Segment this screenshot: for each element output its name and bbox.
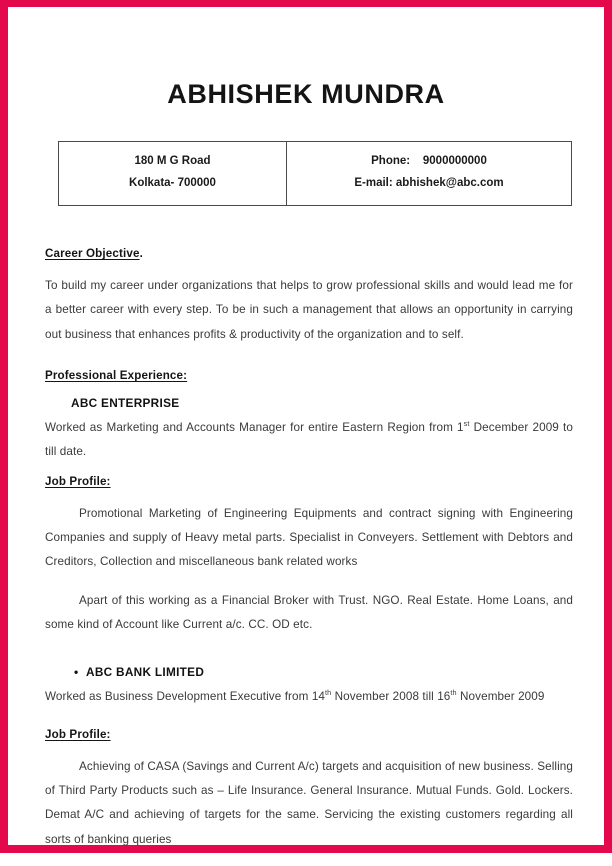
duration-prefix: Worked as Marketing and Accounts Manager for entire Eastern Region from 1 [45, 420, 464, 434]
company-name-abc-bank-limited: ABC BANK LIMITED [86, 665, 205, 680]
bullet-icon: • [74, 665, 79, 680]
table-row [59, 142, 572, 206]
duration-suffix: December 2009 to till date. [45, 420, 573, 459]
job-duration-abc-bank-limited [45, 685, 573, 709]
job-profile-paragraph-1b: Apart of this working as a Financial Broker with Trust. NGO. Real Estate. Home Loans, and some kind of Account like Current a/c. CC. OD etc. [45, 593, 573, 631]
contact-phone-email-cell [287, 142, 572, 206]
duration-suffix: November 2009 [456, 690, 545, 704]
ordinal-suffix-start: th [325, 688, 332, 698]
address-line-2: Kolkata- 700000 [129, 177, 216, 190]
address-line-1: 180 M G Road [134, 155, 211, 167]
phone-line: Phone: 9000000000 [371, 155, 487, 167]
company-name-abc-enterprise: ABC ENTERPRISE [71, 395, 180, 410]
career-objective-heading-tail: . [139, 247, 143, 260]
career-objective-heading-text: Career Objective [45, 247, 140, 260]
page-title: ABHISHEK MUNDRA [167, 79, 445, 109]
job-profile-paragraph-2a: Achieving of CASA (Savings and Current A/c) targets and acquisition of new business. Selling of Third Party Products such as – Life Insurance. General Insurance. Mutual Funds. Gold. Lockers. Demat A/C and achieving of targets for the same. Servicing the existing customers regarding all sorts of banking queries [45, 759, 573, 846]
email-line: E-mail: abhishek@abc.com [354, 177, 504, 190]
job-profile-heading-2 [45, 728, 573, 741]
job-profile-paragraph-1a: Promotional Marketing of Engineering Equipments and contract signing with Engineering Companies and supply of Heavy metal parts. Specialist in Conveyers. Settlement with Debtors and Creditors, Collection and miscellaneous bank related works [45, 506, 573, 569]
career-objective-paragraph: To build my career under organizations that helps to grow professional skills and would lead me for a better career with every step. To be in such a management that allows an opportunity in carrying out business that enhances profits & productivity of the organization and to self. [45, 279, 573, 341]
duration-prefix: Worked as Business Development Executive from 14 [45, 690, 326, 704]
ordinal-suffix-end: th [450, 688, 457, 698]
duration-mid: November 2008 till 16 [331, 690, 451, 704]
career-objective-heading [45, 247, 573, 260]
job-duration-abc-enterprise [45, 416, 573, 465]
document-body [45, 247, 573, 866]
job-profile-heading-1 [45, 475, 573, 488]
ordinal-suffix: st [463, 419, 470, 429]
job-profile-heading-text-2: Job Profile: [45, 727, 111, 741]
resume-document [8, 7, 604, 845]
contact-info-table [58, 141, 572, 206]
job-profile-heading-text-1: Job Profile: [45, 474, 111, 488]
professional-experience-heading-text: Professional Experience: [45, 368, 188, 382]
contact-address-cell [59, 142, 287, 206]
professional-experience-heading [45, 369, 573, 382]
company-row-abc-bank-limited [45, 665, 573, 679]
